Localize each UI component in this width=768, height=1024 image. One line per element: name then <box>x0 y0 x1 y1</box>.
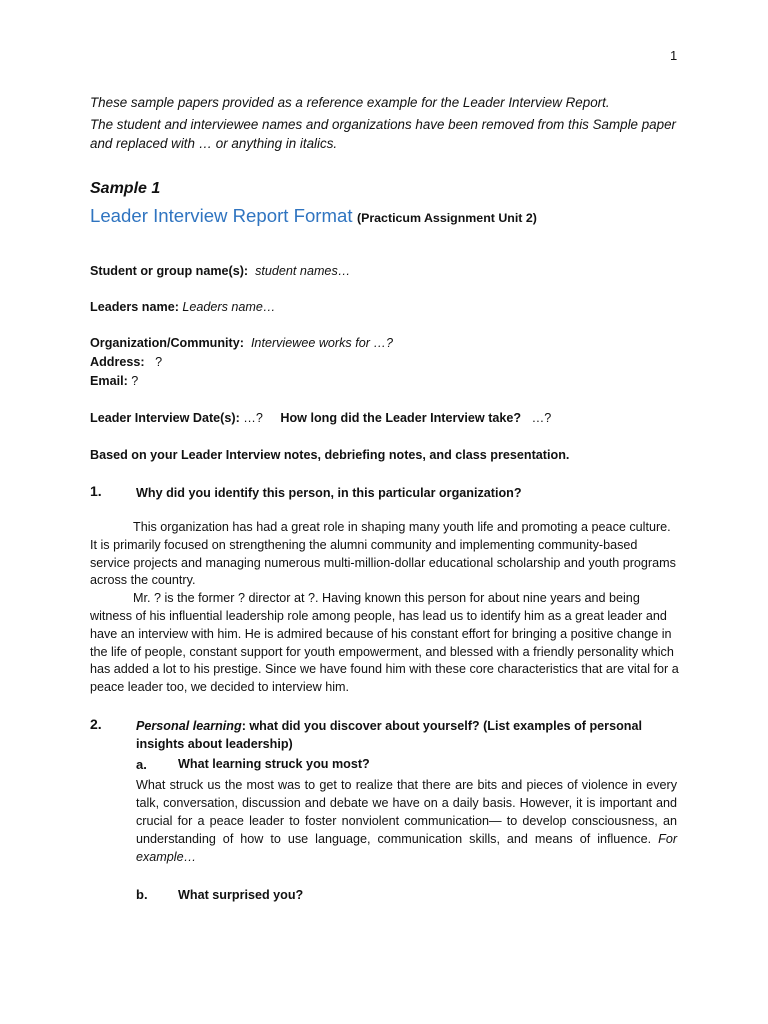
duration-label: How long did the Leader Interview take? <box>280 411 522 425</box>
email-field <box>90 374 138 388</box>
q2-label-italic: Personal learning <box>136 719 242 733</box>
q1-number: 1. <box>90 483 102 499</box>
q2a-answer <box>136 776 677 866</box>
page-number: 1 <box>670 48 678 63</box>
report-heading <box>90 205 537 227</box>
leader-label: Leaders name: <box>90 300 179 314</box>
intro-line-2: The student and interviewee names and organizations have been removed from this Sample paper and replaced with … or anything in italics. <box>90 117 676 151</box>
duration-value: …? <box>531 411 552 425</box>
q2b-label: b. <box>136 887 148 902</box>
organization-value: Interviewee works for …? <box>250 336 394 350</box>
organization-label: Organization/Community: <box>90 336 244 350</box>
email-label: Email: <box>90 374 128 388</box>
q2a-answer-text: What struck us the most was to get to realize that there are bits and pieces of violence in every talk, conversation, discussion and debate we have on a daily basis. However, it is important and crucial for a peace leader to foster nonviolent communication— to develop consciousness, an understanding of how to use language, communication skills, and means of influence. <box>136 778 677 846</box>
q2-text: : what did you discover about yourself? (List examples of personal insights about leadership) <box>136 719 642 751</box>
q1-answer <box>90 519 680 697</box>
q2a-answer-italic: For example… <box>136 832 678 864</box>
date-label: Leader Interview Date(s): <box>90 411 240 425</box>
q1-paragraph-2: Mr. ? is the former ? director at ?. Having known this person for about nine years and being witness of his influential leadership role among people, has lead us to identify him as a great leader and have an interview with him. He is admired because of his constant effort for bringing a positive change in the life of people, constant support for youth empowerment, and blessed with a friendly personality which has added a lot to his prestige. Since we have found him with these core characteristics that are vital for a peace leader too, we decided to interview him. <box>90 591 679 695</box>
leader-field <box>90 300 276 314</box>
student-label: Student or group name(s): <box>90 264 249 278</box>
q1-paragraph-1: This organization has had a great role in shaping many youth life and promoting a peace culture. It is primarily focused on strengthening the alumni community and implementing community-based service projects and managing numerous multi-million-dollar educational scholarship and youth programs across the country. <box>90 520 676 588</box>
q2a-question: What learning struck you most? <box>178 757 370 771</box>
organization-field <box>90 336 393 350</box>
based-on-text: Based on your Leader Interview notes, debriefing notes, and class presentation. <box>90 448 570 462</box>
report-title: Leader Interview Report Format <box>90 205 353 226</box>
report-subtitle: (Practicum Assignment Unit 2) <box>356 211 537 225</box>
q2-number: 2. <box>90 716 102 732</box>
sample-label: Sample 1 <box>90 180 161 197</box>
email-value: ? <box>131 374 139 388</box>
q2b-question: What surprised you? <box>178 888 304 902</box>
q1-question: Why did you identify this person, in this particular organization? <box>136 486 522 500</box>
q2-question <box>136 717 681 753</box>
date-value: …? <box>243 411 263 425</box>
student-field <box>90 264 350 278</box>
q2a-label: a. <box>136 757 147 772</box>
interview-date-field <box>90 411 551 425</box>
intro-line-1: These sample papers provided as a reference example for the Leader Interview Report. <box>90 95 610 110</box>
student-value: student names… <box>255 264 351 278</box>
leader-value: Leaders name… <box>182 300 276 314</box>
address-label: Address: <box>90 355 145 369</box>
address-field <box>90 355 162 369</box>
based-on-note <box>90 448 569 462</box>
address-value: ? <box>155 355 163 369</box>
